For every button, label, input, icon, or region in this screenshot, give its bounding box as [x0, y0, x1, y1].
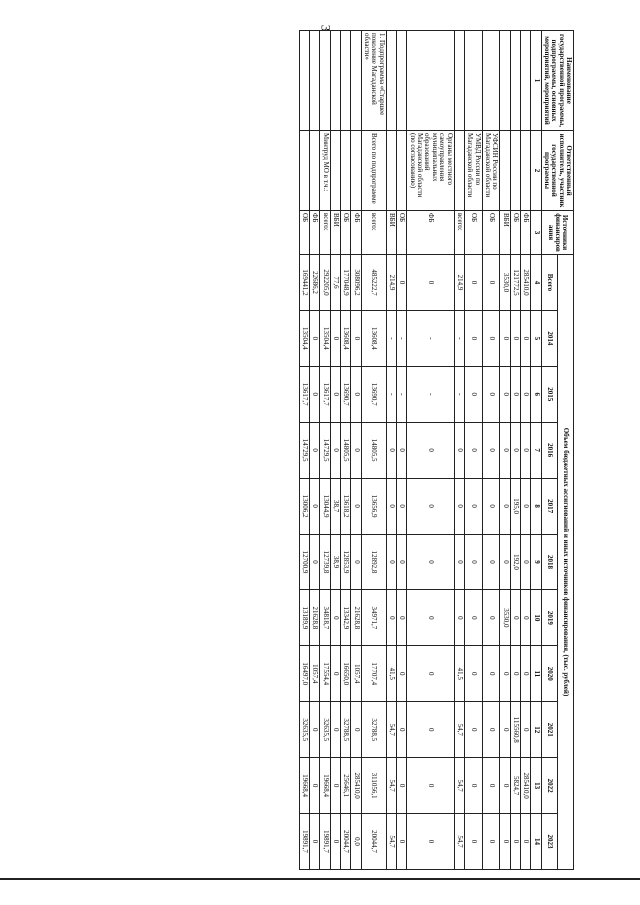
- header-year: 2022: [541, 758, 557, 814]
- cell-value: 16497,0: [299, 646, 309, 702]
- cell-value: 0: [464, 590, 482, 646]
- header-colnum: 3: [531, 211, 541, 255]
- cell-value: -: [397, 366, 407, 422]
- cell-name: [464, 31, 482, 131]
- cell-value: 0: [464, 310, 482, 366]
- cell-executor: [310, 131, 320, 211]
- cell-value: 0: [482, 366, 500, 422]
- cell-value: 0: [330, 590, 340, 646]
- cell-value: 13656,9: [361, 478, 386, 534]
- cell-executor: [454, 131, 464, 211]
- cell-value: 0: [482, 646, 500, 702]
- table-row: [464, 31, 482, 870]
- cell-source: ФБ: [351, 211, 361, 255]
- cell-value: 0: [351, 422, 361, 478]
- cell-value: 0: [482, 702, 500, 758]
- header-year: 2021: [541, 702, 557, 758]
- cell-value: 0: [510, 310, 520, 366]
- cell-value: 13608,4: [361, 310, 386, 366]
- header-colnum: 12: [531, 702, 541, 758]
- cell-value: 0: [310, 758, 320, 814]
- cell-executor: [341, 131, 351, 211]
- cell-value: 0: [482, 814, 500, 870]
- cell-value: 0: [310, 422, 320, 478]
- cell-value: 19668,4: [299, 758, 309, 814]
- cell-value: 192,0: [510, 534, 520, 590]
- cell-value: 169441,2: [299, 255, 309, 311]
- header-colnum: 5: [531, 310, 541, 366]
- table-row: [299, 31, 309, 870]
- table-row: [520, 31, 530, 870]
- cell-value: 0: [510, 814, 520, 870]
- cell-value: 0: [330, 814, 340, 870]
- cell-value: 115560,8: [510, 702, 520, 758]
- cell-value: 16650,0: [341, 646, 351, 702]
- bottom-rule: [0, 878, 640, 880]
- cell-source: ОБ: [482, 211, 500, 255]
- cell-value: 13342,9: [341, 590, 351, 646]
- cell-value: 0: [330, 422, 340, 478]
- table-row: [386, 31, 396, 870]
- cell-value: 3530,0: [500, 590, 510, 646]
- cell-value: 38,7: [330, 478, 340, 534]
- cell-value: 32635,5: [320, 702, 330, 758]
- cell-value: 214,9: [386, 255, 396, 311]
- cell-value: 0: [500, 478, 510, 534]
- table-rotator: [74, 30, 574, 870]
- cell-value: 54,7: [386, 758, 396, 814]
- cell-source: всего:: [454, 211, 464, 255]
- cell-value: 13617,7: [299, 366, 309, 422]
- cell-name: [351, 31, 361, 131]
- cell-value: 0: [500, 366, 510, 422]
- cell-executor: Всего по подпрограмме: [361, 131, 386, 211]
- cell-source: ОБ: [397, 211, 407, 255]
- cell-value: 1057,4: [351, 646, 361, 702]
- cell-value: 0: [310, 310, 320, 366]
- cell-source: ФБ: [520, 211, 530, 255]
- header-year: 2017: [541, 478, 557, 534]
- cell-executor: Минтруд МО в т.ч.:: [320, 131, 330, 211]
- cell-value: 13608,4: [341, 310, 351, 366]
- header-executor: Ответственный исполнитель, участник государственной программы: [541, 131, 573, 211]
- table-row: [500, 31, 510, 870]
- header-colnum: 4: [531, 255, 541, 311]
- cell-value: 0: [407, 702, 454, 758]
- cell-value: 0: [510, 422, 520, 478]
- cell-value: 54,7: [386, 814, 396, 870]
- cell-value: 13504,4: [320, 310, 330, 366]
- cell-value: 0: [520, 422, 530, 478]
- cell-value: 12700,9: [299, 534, 309, 590]
- cell-name: [330, 31, 340, 131]
- cell-value: 0: [482, 590, 500, 646]
- cell-value: -: [386, 366, 396, 422]
- cell-value: 0: [397, 702, 407, 758]
- header-colnum: 7: [531, 422, 541, 478]
- cell-value: 0: [386, 422, 396, 478]
- cell-value: 19668,4: [320, 758, 330, 814]
- cell-name: [386, 31, 396, 131]
- cell-value: 0: [407, 646, 454, 702]
- cell-name: [500, 31, 510, 131]
- cell-value: 21628,8: [351, 590, 361, 646]
- cell-value: 41,5: [386, 646, 396, 702]
- cell-executor: УМВД России по Магаданской области: [464, 131, 482, 211]
- cell-value: 0: [397, 758, 407, 814]
- cell-value: 38,9: [330, 534, 340, 590]
- cell-value: 0: [464, 758, 482, 814]
- cell-value: 0: [500, 814, 510, 870]
- cell-value: 0: [397, 590, 407, 646]
- cell-value: 13504,4: [299, 310, 309, 366]
- header-year: 2018: [541, 534, 557, 590]
- cell-value: 54,7: [454, 814, 464, 870]
- table-row: [351, 31, 361, 870]
- cell-value: 0: [482, 255, 500, 311]
- cell-value: 0: [397, 534, 407, 590]
- cell-value: 285410,0: [520, 255, 530, 311]
- cell-value: 22686,2: [310, 255, 320, 311]
- cell-value: 17554,4: [320, 646, 330, 702]
- table-row: [310, 31, 320, 870]
- cell-executor: Органы местного самоуправления муниципальных образований Магаданской области (по согласованию): [407, 131, 454, 211]
- table-row: [397, 31, 407, 870]
- header-funding-group: Объем бюджетных ассигнований и иных источников финансирования, (тыс. рублей): [557, 255, 573, 870]
- cell-value: 0: [464, 422, 482, 478]
- cell-value: 0: [397, 422, 407, 478]
- cell-value: 0: [454, 534, 464, 590]
- cell-value: 0: [397, 478, 407, 534]
- cell-value: 0: [464, 814, 482, 870]
- cell-value: 0: [520, 814, 530, 870]
- cell-executor: УФСИН России по Магаданской области: [482, 131, 500, 211]
- cell-value: 0: [397, 255, 407, 311]
- cell-value: 0: [482, 478, 500, 534]
- cell-source: ВБИ: [386, 211, 396, 255]
- cell-value: 13006,2: [299, 478, 309, 534]
- cell-value: 0: [510, 590, 520, 646]
- cell-name: [310, 31, 320, 131]
- cell-value: 14805,5: [361, 422, 386, 478]
- header-colnum: 8: [531, 478, 541, 534]
- cell-value: 13044,9: [320, 478, 330, 534]
- cell-name: [299, 31, 309, 131]
- cell-executor: [500, 131, 510, 211]
- header-colnum: 1: [531, 31, 541, 131]
- cell-value: 0: [520, 478, 530, 534]
- cell-value: 0: [520, 310, 530, 366]
- cell-value: 0: [310, 478, 320, 534]
- cell-value: 0: [482, 758, 500, 814]
- cell-value: 0: [310, 702, 320, 758]
- table-row: [361, 31, 386, 870]
- header-year: 2015: [541, 366, 557, 422]
- cell-executor: [330, 131, 340, 211]
- cell-value: 0: [351, 310, 361, 366]
- table-row: [330, 31, 340, 870]
- cell-value: 0: [351, 366, 361, 422]
- cell-value: 0: [464, 534, 482, 590]
- cell-value: 0: [397, 646, 407, 702]
- cell-value: 0: [407, 758, 454, 814]
- cell-value: 14805,5: [341, 422, 351, 478]
- cell-value: 0: [500, 758, 510, 814]
- header-year: 2014: [541, 310, 557, 366]
- cell-value: -: [454, 366, 464, 422]
- cell-source: всего:: [320, 211, 330, 255]
- cell-value: 0: [482, 310, 500, 366]
- cell-source: ОБ: [341, 211, 351, 255]
- cell-value: 19891,7: [299, 814, 309, 870]
- header-year: 2019: [541, 590, 557, 646]
- header-source: Источники финансирования: [541, 211, 573, 255]
- cell-value: 12739,8: [320, 534, 330, 590]
- cell-value: 54,7: [454, 758, 464, 814]
- cell-value: 54,7: [386, 702, 396, 758]
- cell-source: ОБ: [299, 211, 309, 255]
- cell-value: -: [454, 310, 464, 366]
- cell-value: 0: [464, 366, 482, 422]
- cell-value: 5824,7: [510, 758, 520, 814]
- cell-value: 54,7: [454, 702, 464, 758]
- cell-value: 0: [310, 814, 320, 870]
- cell-executor: [510, 131, 520, 211]
- cell-value: 0: [520, 534, 530, 590]
- cell-value: 0: [386, 590, 396, 646]
- table-row: [320, 31, 330, 870]
- cell-executor: [520, 131, 530, 211]
- cell-value: 311056,1: [361, 758, 386, 814]
- cell-source: всего:: [361, 211, 386, 255]
- header-colnum: 9: [531, 534, 541, 590]
- cell-value: 14729,5: [320, 422, 330, 478]
- cell-executor: [351, 131, 361, 211]
- cell-value: 19891,7: [320, 814, 330, 870]
- cell-value: 0: [454, 590, 464, 646]
- budget-table: [299, 30, 574, 870]
- cell-value: 0: [454, 478, 464, 534]
- cell-value: 14729,5: [299, 422, 309, 478]
- cell-value: 12892,8: [361, 534, 386, 590]
- cell-value: 34818,7: [320, 590, 330, 646]
- cell-value: 13690,7: [361, 366, 386, 422]
- cell-value: 0: [407, 422, 454, 478]
- cell-value: 285410,0: [351, 758, 361, 814]
- cell-value: 214,9: [454, 255, 464, 311]
- cell-value: 485222,7: [361, 255, 386, 311]
- cell-name: [320, 31, 330, 131]
- page-number: 3: [318, 24, 334, 32]
- cell-value: 0: [386, 478, 396, 534]
- cell-value: 0: [520, 590, 530, 646]
- cell-value: 3530,0: [500, 255, 510, 311]
- cell-value: 20044,7: [341, 814, 351, 870]
- cell-value: 285410,0: [520, 758, 530, 814]
- cell-value: 0: [464, 255, 482, 311]
- header-colnum: 13: [531, 758, 541, 814]
- cell-value: 0: [520, 366, 530, 422]
- cell-value: 17707,4: [361, 646, 386, 702]
- cell-value: 0: [464, 646, 482, 702]
- cell-value: 0: [407, 255, 454, 311]
- cell-value: 177048,9: [341, 255, 351, 311]
- cell-value: 0: [464, 702, 482, 758]
- header-year: 2020: [541, 646, 557, 702]
- table-row: [454, 31, 464, 870]
- cell-value: -: [386, 310, 396, 366]
- cell-value: 32788,5: [341, 702, 351, 758]
- cell-value: 0: [500, 422, 510, 478]
- cell-name: 1. Подпрограмма «Старшее поколение Магаданской области»: [361, 31, 386, 131]
- cell-value: 0: [464, 478, 482, 534]
- header-name: Наименование государственной программы, подпрограммы, основных мероприятий, мероприятий: [541, 31, 573, 131]
- cell-executor: [386, 131, 396, 211]
- cell-value: 21628,8: [310, 590, 320, 646]
- cell-value: 13617,7: [320, 366, 330, 422]
- cell-executor: [397, 131, 407, 211]
- cell-value: 121772,5: [510, 255, 520, 311]
- cell-executor: [299, 131, 309, 211]
- cell-name: [407, 31, 454, 131]
- header-colnum: 10: [531, 590, 541, 646]
- header-colnum: 2: [531, 131, 541, 211]
- cell-value: 0: [500, 646, 510, 702]
- cell-value: 0: [330, 758, 340, 814]
- cell-source: ОБ: [464, 211, 482, 255]
- cell-value: 77,6: [330, 255, 340, 311]
- header-year: 2016: [541, 422, 557, 478]
- cell-value: 0: [397, 814, 407, 870]
- cell-value: 0: [407, 814, 454, 870]
- table-body: [299, 31, 531, 870]
- cell-value: 34971,7: [361, 590, 386, 646]
- cell-value: -: [407, 366, 454, 422]
- cell-value: -: [407, 310, 454, 366]
- cell-value: 0: [454, 422, 464, 478]
- cell-value: 0: [351, 478, 361, 534]
- cell-value: 0: [310, 366, 320, 422]
- header-colnum: 11: [531, 646, 541, 702]
- cell-value: 13189,9: [299, 590, 309, 646]
- cell-value: 0: [482, 422, 500, 478]
- cell-value: 41,5: [454, 646, 464, 702]
- cell-value: 0: [482, 534, 500, 590]
- cell-value: 0: [407, 478, 454, 534]
- header-colnum: 6: [531, 366, 541, 422]
- cell-value: -: [397, 310, 407, 366]
- table-row: [510, 31, 520, 870]
- cell-value: 13618,2: [341, 478, 351, 534]
- cell-value: 0: [330, 702, 340, 758]
- cell-value: 0: [351, 702, 361, 758]
- cell-value: 0: [330, 366, 340, 422]
- cell-source: ОБ: [510, 211, 520, 255]
- cell-value: 292205,0: [320, 255, 330, 311]
- cell-value: 12853,9: [341, 534, 351, 590]
- cell-value: 25646,1: [341, 758, 351, 814]
- cell-source: ФБ: [407, 211, 454, 255]
- cell-value: 0: [330, 646, 340, 702]
- cell-name: [482, 31, 500, 131]
- header-colnum: 14: [531, 814, 541, 870]
- cell-name: [510, 31, 520, 131]
- cell-value: 0: [500, 702, 510, 758]
- cell-value: 13690,7: [341, 366, 351, 422]
- cell-value: 0: [500, 534, 510, 590]
- cell-value: 0,0: [351, 814, 361, 870]
- cell-source: ФБ: [310, 211, 320, 255]
- cell-name: [341, 31, 351, 131]
- table-row: [407, 31, 454, 870]
- cell-value: 195,0: [510, 478, 520, 534]
- cell-value: 32788,5: [361, 702, 386, 758]
- cell-value: 0: [407, 534, 454, 590]
- cell-value: 20044,7: [361, 814, 386, 870]
- cell-value: 0: [510, 646, 520, 702]
- cell-value: 32635,5: [299, 702, 309, 758]
- cell-name: [397, 31, 407, 131]
- cell-value: 0: [500, 310, 510, 366]
- cell-value: 0: [520, 702, 530, 758]
- cell-value: 0: [351, 534, 361, 590]
- header-year: Всего: [541, 255, 557, 311]
- cell-value: 0: [520, 646, 530, 702]
- cell-source: ВБИ: [330, 211, 340, 255]
- table-row: [482, 31, 500, 870]
- cell-value: 308096,2: [351, 255, 361, 311]
- table-row: [341, 31, 351, 870]
- cell-name: [520, 31, 530, 131]
- cell-value: 0: [386, 534, 396, 590]
- cell-value: 1057,4: [310, 646, 320, 702]
- cell-name: [454, 31, 464, 131]
- cell-source: ВБИ: [500, 211, 510, 255]
- rotated-table-area: [74, 30, 574, 870]
- cell-value: 0: [330, 310, 340, 366]
- cell-value: 0: [310, 534, 320, 590]
- cell-value: 0: [407, 590, 454, 646]
- cell-value: 0: [510, 366, 520, 422]
- header-year: 2023: [541, 814, 557, 870]
